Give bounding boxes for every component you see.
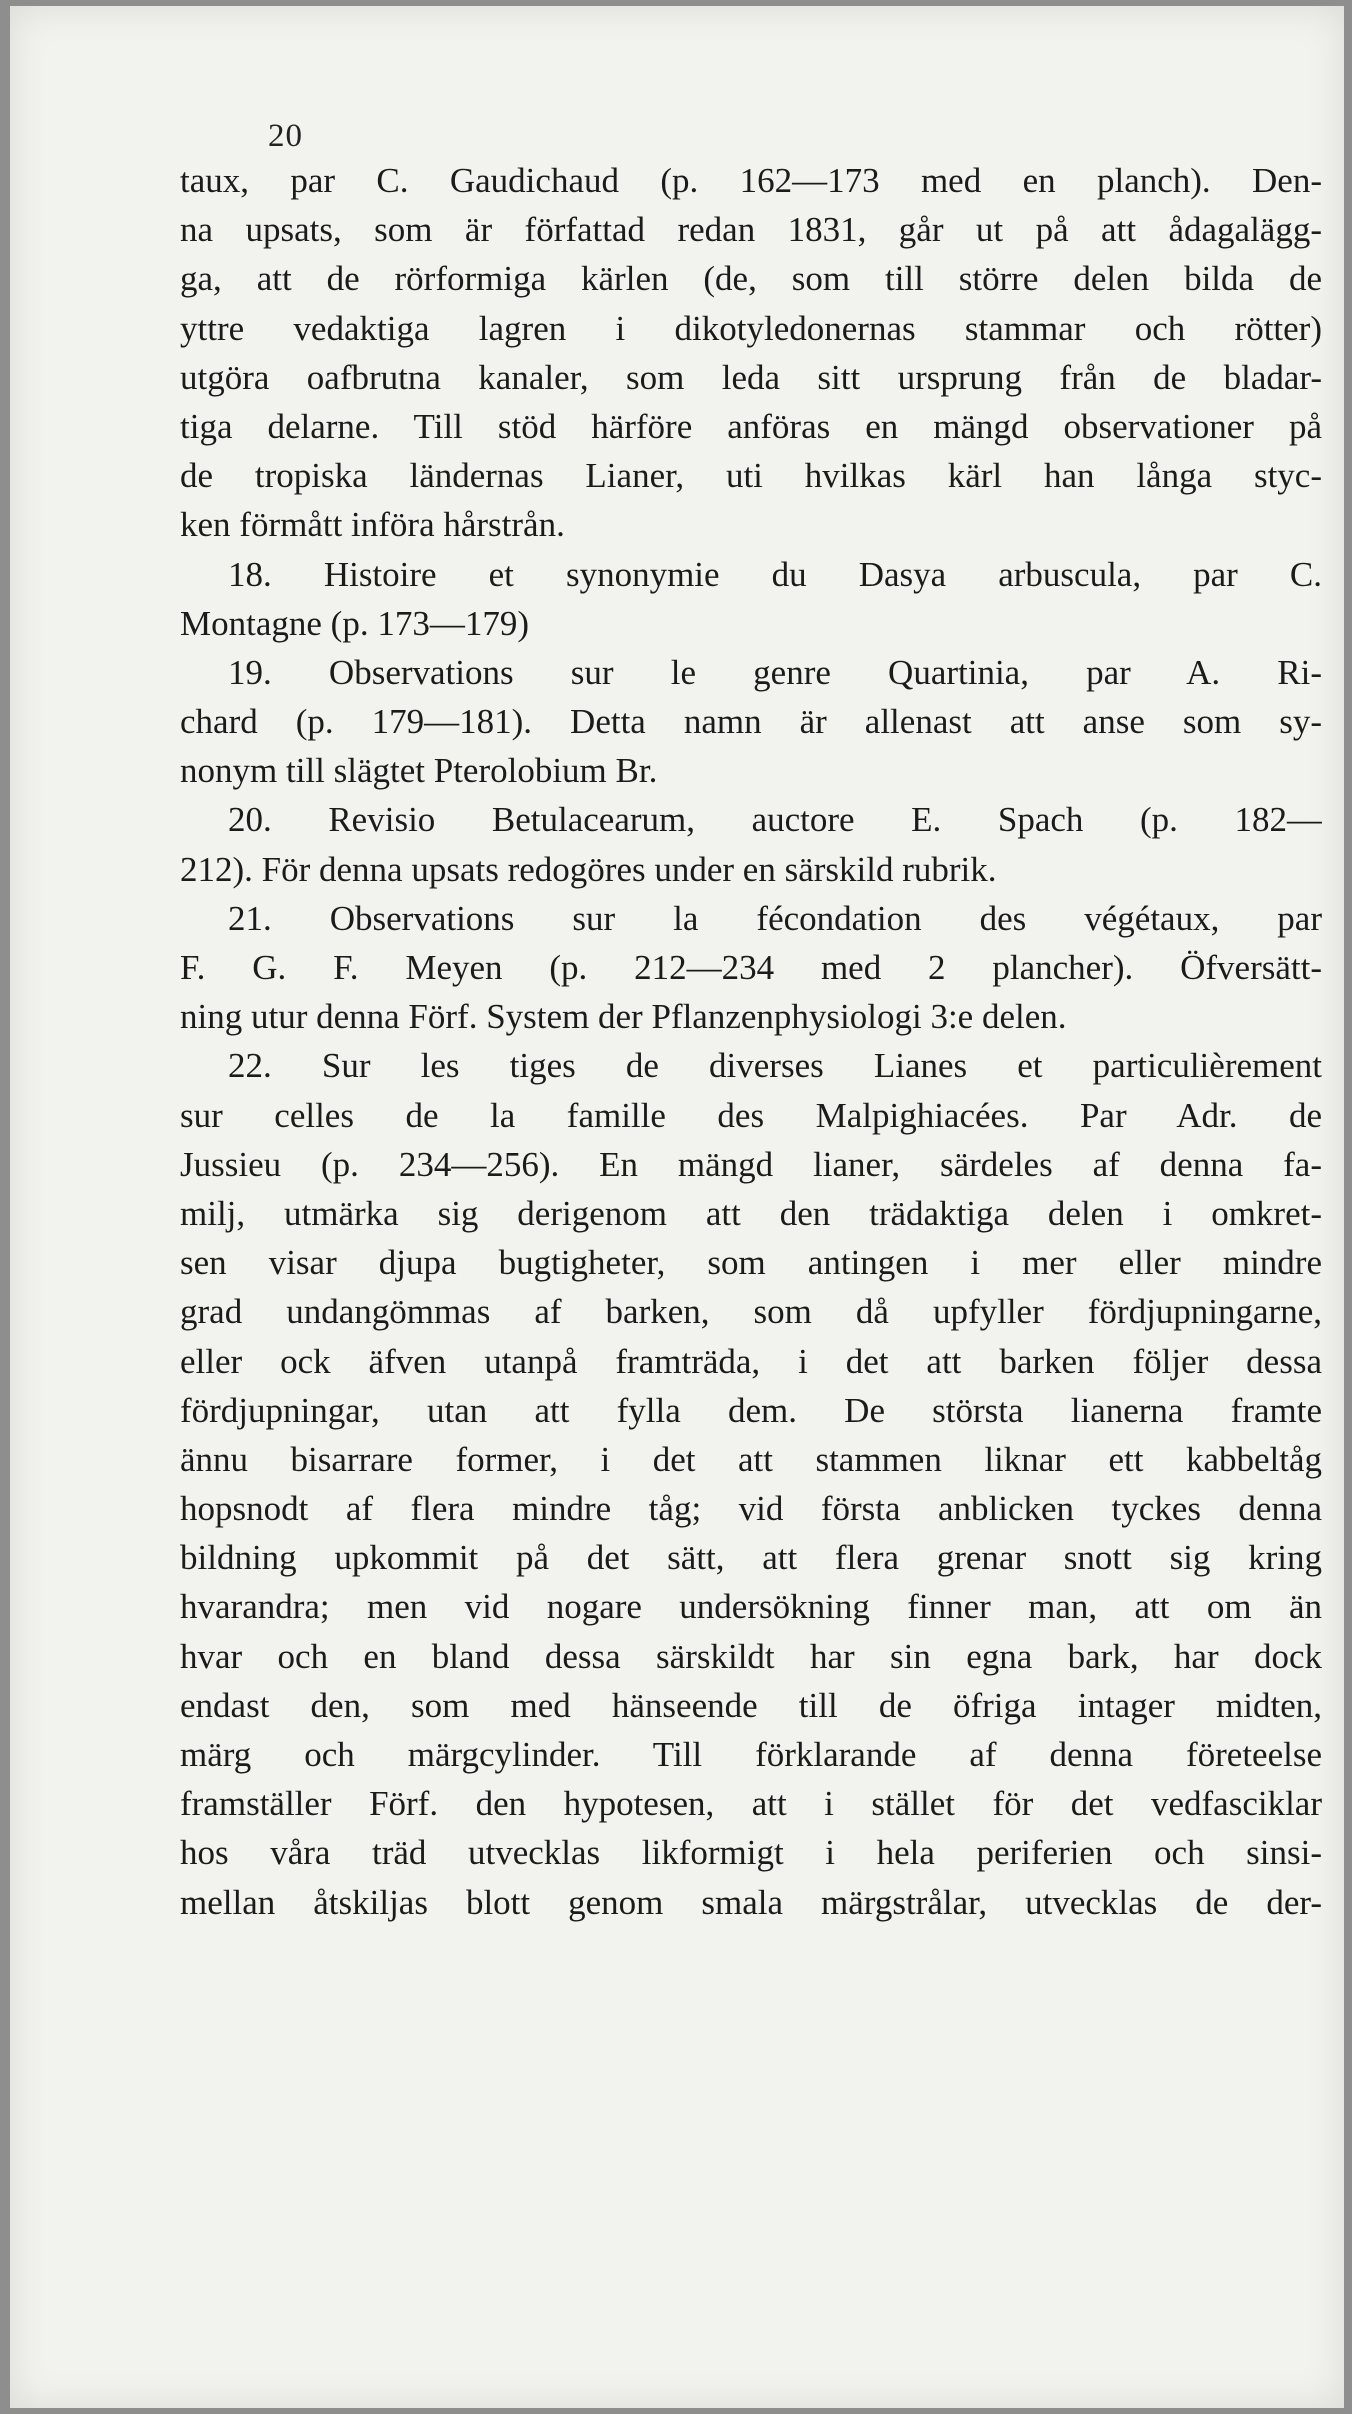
- text-line: Montagne (p. 173—179): [180, 603, 529, 643]
- text-line: 20. Revisio Betulacearum, auctore E. Spach (p. 182—: [228, 800, 1322, 840]
- text-line: hvarandra; men vid nogare undersökning finner man, att om än: [180, 1587, 1322, 1627]
- text-line: sen visar djupa bugtigheter, som antingen i mer eller mindre: [180, 1243, 1322, 1283]
- text-line: F. G. F. Meyen (p. 212—234 med 2 plancher). Öfversätt-: [180, 948, 1322, 987]
- text-line: chard (p. 179—181). Detta namn är allenast att anse som sy-: [180, 702, 1322, 742]
- text-line: hopsnodt af flera mindre tåg; vid första anblicken tyckes denna: [180, 1489, 1322, 1529]
- text-line: ken förmått införa hårstrån.: [180, 505, 565, 545]
- text-line: framställer Förf. den hypotesen, att i stället för det vedfasciklar: [180, 1784, 1322, 1824]
- text-line: Jussieu (p. 234—256). En mängd lianer, särdeles af denna fa-: [180, 1144, 1322, 1184]
- text-line: 21. Observations sur la fécondation des végétaux, par: [228, 898, 1322, 938]
- text-line: 212). För denna upsats redogöres under en särskild rubrik.: [180, 849, 997, 889]
- text-line: eller ock äfven utanpå framträda, i det att barken följer dessa: [180, 1341, 1322, 1381]
- text-line: utgöra oafbrutna kanaler, som leda sitt ursprung från de bladar-: [180, 357, 1322, 397]
- text-line: 18. Histoire et synonymie du Dasya arbuscula, par C.: [228, 554, 1322, 594]
- text-line: nonym till slägtet Pterolobium Br.: [180, 751, 658, 791]
- text-line: milj, utmärka sig derigenom att den trädaktiga delen i omkret-: [180, 1193, 1322, 1233]
- text-line: tiga delarne. Till stöd härföre anföras en mängd observationer på: [180, 406, 1322, 446]
- text-line: hvar och en bland dessa särskildt har sin egna bark, har dock: [180, 1636, 1322, 1676]
- text-line: taux, par C. Gaudichaud (p. 162—173 med en planch). Den-: [180, 161, 1322, 200]
- text-line: yttre vedaktiga lagren i dikotyledonernas stammar och rötter): [180, 308, 1322, 348]
- text-line: 19. Observations sur le genre Quartinia, par A. Ri-: [228, 652, 1322, 692]
- text-line: grad undangömmas af barken, som då upfyller fördjupningarne,: [180, 1292, 1322, 1332]
- text-line: bildning upkommit på det sätt, att flera grenar snott sig kring: [180, 1538, 1322, 1578]
- text-line: sur celles de la famille des Malpighiacées. Par Adr. de: [180, 1095, 1322, 1135]
- text-line: de tropiska ländernas Lianer, uti hvilkas kärl han långa styc-: [180, 456, 1322, 496]
- text-line: hos våra träd utvecklas likformigt i hela periferien och sinsi-: [180, 1833, 1322, 1873]
- text-line: mellan åtskiljas blott genom smala märgstrålar, utvecklas de der-: [180, 1882, 1322, 1922]
- text-line: märg och märgcylinder. Till förklarande af denna företeelse: [180, 1735, 1322, 1774]
- text-line: 22. Sur les tiges de diverses Lianes et particulièrement: [228, 1046, 1322, 1086]
- page-text: [180, 156, 1322, 1927]
- text-line: ännu bisarrare former, i det att stammen liknar ett kabbeltåg: [180, 1439, 1322, 1479]
- page-number: 20: [268, 118, 303, 154]
- text-line: ga, att de rörformiga kärlen (de, som till större delen bilda de: [180, 259, 1322, 299]
- text-line: na upsats, som är författad redan 1831, går ut på att ådagalägg-: [180, 210, 1322, 250]
- text-line: endast den, som med hänseende till de öfriga intager midten,: [180, 1685, 1322, 1725]
- text-line: fördjupningar, utan att fylla dem. De största lianerna framte: [180, 1390, 1322, 1430]
- book-page: [10, 6, 1344, 2408]
- text-line: ning utur denna Förf. System der Pflanzenphysiologi 3:e delen.: [180, 997, 1067, 1037]
